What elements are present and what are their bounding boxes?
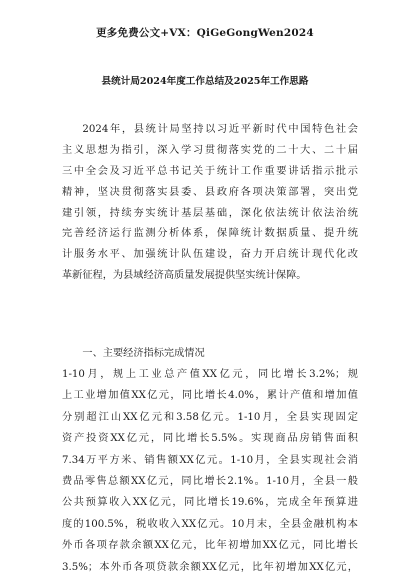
- paragraph-line: 主义思想为指引，深入学习贯彻落实党的二十大、二十届: [62, 144, 358, 156]
- paragraph-line: 分别超江山XX亿元和3.58亿元。1-10月，全县实现固定: [62, 411, 358, 423]
- paragraph-line: 度的100.5%，税收收入XX亿元。10月末，全县金融机构本: [62, 518, 358, 530]
- paragraph-line: 费品零售总额XX亿元，同比增长2.1%。1-10月，全县一般: [62, 475, 358, 487]
- paragraph-line: 计服务水平、加强统计队伍建设，奋力开启统计现代化改: [62, 249, 358, 261]
- paragraph-line: 完善经济运行监测分析体系，保障统计数据质量、提升统: [62, 228, 358, 240]
- paragraph-line: 7.34万平方米、销售额XX亿元。1-10月，全县实现社会消: [62, 454, 358, 466]
- paragraph-line: 3.5%；本外币各项贷款余额XX亿元，比年初增加XX亿元，: [62, 561, 358, 573]
- section-heading: 一、主要经济指标完成情况: [82, 348, 205, 359]
- paragraph-line: 革新征程，为县域经济高质量发展提供坚实统计保障。: [62, 270, 307, 282]
- document-title: 县统计局2024年度工作总结及2025年工作思路: [101, 76, 309, 87]
- paragraph-line: 资产投资XX亿元，同比增长5.5%。实现商品房销售面积: [62, 433, 358, 445]
- paragraph-line: 精神，坚决贯彻落实县委、县政府各项决策部署，突出党: [62, 186, 358, 198]
- intro-paragraph: [62, 120, 358, 287]
- paragraph-line: 建引领，持续夯实统计基层基础，深化依法统计依法治统: [62, 207, 358, 219]
- paragraph-line: 外币各项存款余额XX亿元，比年初增加XX亿元，同比增长: [62, 540, 358, 552]
- paragraph-line: 1-10月，规上工业总产值XX亿元，同比增长3.2%；规: [62, 369, 358, 380]
- paragraph-line: 三中全会及习近平总书记关于统计工作重要讲话指示批示: [62, 165, 358, 177]
- indicators-paragraph: [62, 364, 358, 578]
- promo-header: 更多免费公文+VX：QiGeGongWen2024: [96, 27, 314, 39]
- paragraph-line: 2024年，县统计局坚持以习近平新时代中国特色社会: [82, 124, 358, 135]
- paragraph-line: 公共预算收入XX亿元，同比增长19.6%，完成全年预算进: [62, 497, 358, 509]
- paragraph-line: 上工业增加值XX亿元，同比增长4.0%，累计产值和增加值: [62, 390, 358, 402]
